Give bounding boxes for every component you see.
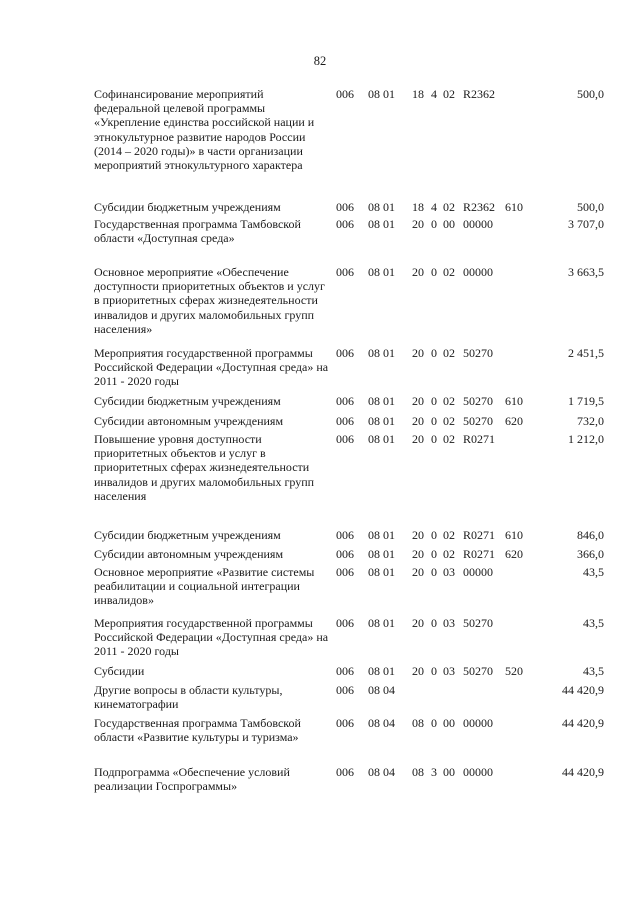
direction-code: 50270: [463, 414, 493, 428]
ministry-code: 006: [336, 265, 354, 279]
program-code: 20: [412, 346, 424, 360]
ministry-code: 006: [336, 565, 354, 579]
direction-code: 50270: [463, 616, 493, 630]
expense-type-code: 620: [505, 414, 523, 428]
ministry-code: 006: [336, 87, 354, 101]
program-code: 20: [412, 664, 424, 678]
direction-code: 00000: [463, 265, 493, 279]
event-code: 02: [443, 432, 455, 446]
program-code: 20: [412, 432, 424, 446]
program-code: 08: [412, 716, 424, 730]
program-code: 20: [412, 414, 424, 428]
amount: 500,0: [577, 87, 604, 101]
row-name: Субсидии автономным учреждениям: [94, 547, 284, 561]
row-name: Субсидии бюджетным учреждениям: [94, 528, 281, 542]
section-code: 08 01: [368, 547, 395, 561]
subprogram-code: 3: [431, 765, 437, 779]
subprogram-code: 4: [431, 200, 437, 214]
section-code: 08 01: [368, 87, 395, 101]
ministry-code: 006: [336, 616, 354, 630]
section-code: 08 04: [368, 683, 395, 697]
section-code: 08 01: [368, 528, 395, 542]
amount: 500,0: [577, 200, 604, 214]
event-code: 02: [443, 346, 455, 360]
direction-code: 50270: [463, 346, 493, 360]
program-code: 18: [412, 200, 424, 214]
event-code: 02: [443, 265, 455, 279]
subprogram-code: 0: [431, 394, 437, 408]
subprogram-code: 0: [431, 217, 437, 231]
program-code: 20: [412, 217, 424, 231]
subprogram-code: 0: [431, 346, 437, 360]
direction-code: 50270: [463, 664, 493, 678]
amount: 1 212,0: [568, 432, 604, 446]
amount: 44 420,9: [562, 765, 604, 779]
section-code: 08 01: [368, 414, 395, 428]
ministry-code: 006: [336, 683, 354, 697]
direction-code: 50270: [463, 394, 493, 408]
subprogram-code: 0: [431, 414, 437, 428]
section-code: 08 01: [368, 200, 395, 214]
subprogram-code: 0: [431, 565, 437, 579]
subprogram-code: 0: [431, 664, 437, 678]
amount: 44 420,9: [562, 716, 604, 730]
page-number: 82: [313, 54, 327, 68]
row-name: Субсидии автономным учреждениям: [94, 414, 284, 428]
amount: 43,5: [583, 616, 604, 630]
section-code: 08 04: [368, 765, 395, 779]
direction-code: 00000: [463, 565, 493, 579]
subprogram-code: 0: [431, 716, 437, 730]
ministry-code: 006: [336, 414, 354, 428]
amount: 366,0: [577, 547, 604, 561]
ministry-code: 006: [336, 664, 354, 678]
subprogram-code: 0: [431, 547, 437, 561]
row-name: Государственная программа Тамбовской области «Развитие культуры и туризма»: [94, 716, 301, 745]
section-code: 08 01: [368, 265, 395, 279]
section-code: 08 04: [368, 716, 395, 730]
event-code: 02: [443, 547, 455, 561]
program-code: 20: [412, 616, 424, 630]
expense-type-code: 610: [505, 200, 523, 214]
event-code: 00: [443, 716, 455, 730]
subprogram-code: 0: [431, 432, 437, 446]
amount: 732,0: [577, 414, 604, 428]
direction-code: 00000: [463, 716, 493, 730]
subprogram-code: 0: [431, 616, 437, 630]
program-code: 08: [412, 765, 424, 779]
program-code: 20: [412, 547, 424, 561]
ministry-code: 006: [336, 200, 354, 214]
program-code: 20: [412, 528, 424, 542]
amount: 846,0: [577, 528, 604, 542]
expense-type-code: 620: [505, 547, 523, 561]
amount: 3 707,0: [568, 217, 604, 231]
section-code: 08 01: [368, 565, 395, 579]
ministry-code: 006: [336, 528, 354, 542]
expense-type-code: 610: [505, 394, 523, 408]
event-code: 03: [443, 616, 455, 630]
event-code: 02: [443, 394, 455, 408]
row-name: Государственная программа Тамбовской области «Доступная среда»: [94, 217, 301, 246]
row-name: Подпрограмма «Обеспечение условий реализации Госпрограммы»: [94, 765, 290, 794]
direction-code: R0271: [463, 528, 496, 542]
row-name: Основное мероприятие «Обеспечение доступности приоритетных объектов и услуг в приоритетных сферах жизнедеятельности инвалидов и других маломобильных групп населения»: [94, 265, 325, 336]
expense-type-code: 610: [505, 528, 523, 542]
amount: 43,5: [583, 565, 604, 579]
direction-code: 00000: [463, 765, 493, 779]
ministry-code: 006: [336, 432, 354, 446]
event-code: 00: [443, 765, 455, 779]
ministry-code: 006: [336, 765, 354, 779]
amount: 3 663,5: [568, 265, 604, 279]
amount: 44 420,9: [562, 683, 604, 697]
event-code: 02: [443, 414, 455, 428]
amount: 2 451,5: [568, 346, 604, 360]
subprogram-code: 4: [431, 87, 437, 101]
row-name: Субсидии бюджетным учреждениям: [94, 200, 281, 214]
program-code: 20: [412, 265, 424, 279]
section-code: 08 01: [368, 616, 395, 630]
direction-code: 00000: [463, 217, 493, 231]
row-name: Другие вопросы в области культуры, кинематографии: [94, 683, 283, 712]
section-code: 08 01: [368, 346, 395, 360]
subprogram-code: 0: [431, 265, 437, 279]
event-code: 02: [443, 87, 455, 101]
ministry-code: 006: [336, 217, 354, 231]
event-code: 02: [443, 200, 455, 214]
amount: 43,5: [583, 664, 604, 678]
row-name: Основное мероприятие «Развитие системы реабилитации и социальной интеграции инвалидов»: [94, 565, 315, 608]
program-code: 18: [412, 87, 424, 101]
ministry-code: 006: [336, 547, 354, 561]
event-code: 02: [443, 528, 455, 542]
event-code: 03: [443, 565, 455, 579]
direction-code: R0271: [463, 432, 496, 446]
row-name: Субсидии: [94, 664, 145, 678]
row-name: Мероприятия государственной программы Российской Федерации «Доступная среда» на 2011 - 2020 годы: [94, 616, 329, 659]
subprogram-code: 0: [431, 528, 437, 542]
row-name: Субсидии бюджетным учреждениям: [94, 394, 281, 408]
direction-code: R2362: [463, 87, 496, 101]
ministry-code: 006: [336, 394, 354, 408]
amount: 1 719,5: [568, 394, 604, 408]
ministry-code: 006: [336, 716, 354, 730]
direction-code: R2362: [463, 200, 496, 214]
program-code: 20: [412, 394, 424, 408]
section-code: 08 01: [368, 664, 395, 678]
section-code: 08 01: [368, 217, 395, 231]
row-name: Мероприятия государственной программы Российской Федерации «Доступная среда» на 2011 - 2020 годы: [94, 346, 329, 389]
expense-type-code: 520: [505, 664, 523, 678]
event-code: 00: [443, 217, 455, 231]
section-code: 08 01: [368, 394, 395, 408]
direction-code: R0271: [463, 547, 496, 561]
program-code: 20: [412, 565, 424, 579]
ministry-code: 006: [336, 346, 354, 360]
event-code: 03: [443, 664, 455, 678]
row-name: Софинансирование мероприятий федеральной целевой программы «Укрепление единства российской нации и этнокультурное развитие народов России (2014 – 2020 годы)» в части организации мероприятий этнокультурного характера: [94, 87, 315, 173]
row-name: Повышение уровня доступности приоритетных объектов и услуг в приоритетных сферах жизнедеятельности инвалидов и других маломобильных групп населения: [94, 432, 315, 503]
section-code: 08 01: [368, 432, 395, 446]
